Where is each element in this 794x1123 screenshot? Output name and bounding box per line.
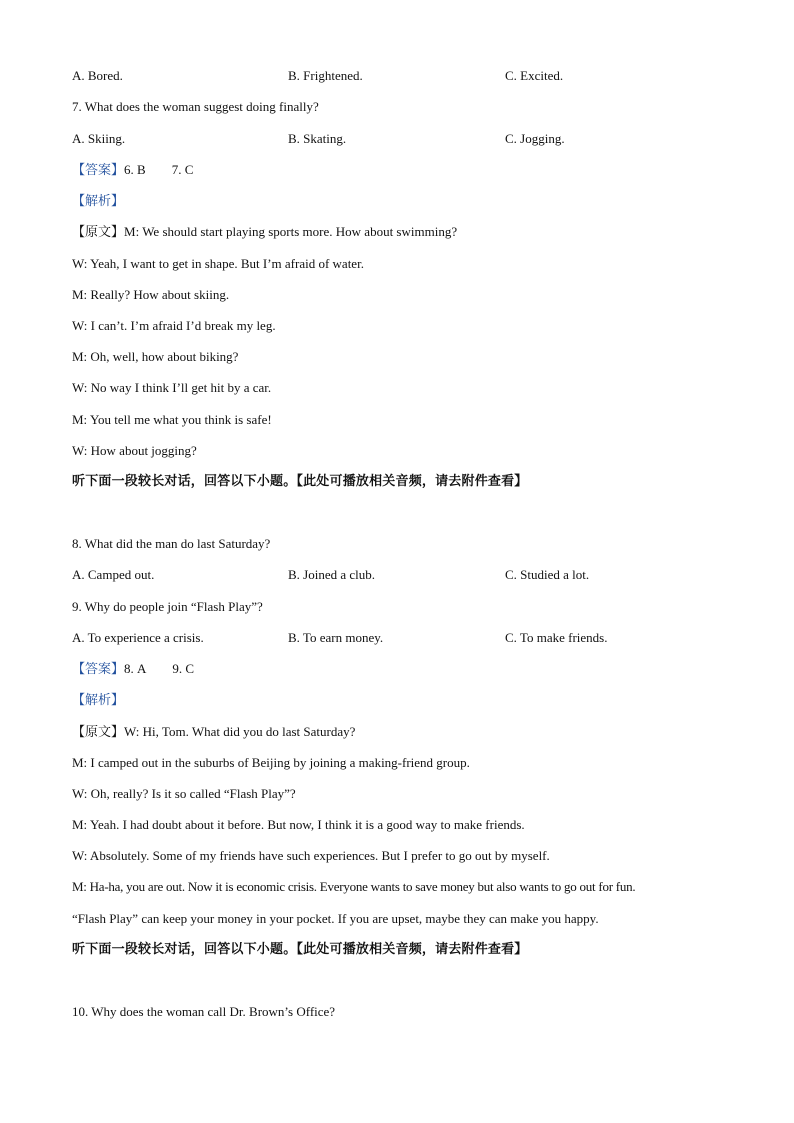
transcript-line: [72, 724, 355, 740]
transcript-line: W: Absolutely. Some of my friends have such experiences. But I prefer to go out by myself.: [72, 848, 550, 863]
transcript-line: M: Oh, well, how about biking?: [72, 349, 239, 364]
answer-7: 7. C: [171, 162, 194, 177]
transcript-text: M: We should start playing sports more. How about swimming?: [124, 224, 458, 239]
answer-8: 8. A: [124, 661, 147, 676]
q6-option-a: A. Bored.: [72, 68, 123, 83]
transcript-line: M: You tell me what you think is safe!: [72, 412, 272, 427]
answer-tag: 【答案】: [72, 661, 125, 676]
answer-6: 6. B: [124, 162, 146, 177]
q9-option-a: A. To experience a crisis.: [72, 630, 204, 645]
transcript-line: M: I camped out in the suburbs of Beijing by joining a making-friend group.: [72, 755, 470, 770]
transcript-line: M: Really? How about skiing.: [72, 287, 230, 302]
q7-option-c: C. Jogging.: [505, 131, 565, 146]
transcript-line: [72, 224, 457, 240]
transcript-tag: 【原文】: [72, 724, 125, 739]
q8-question: 8. What did the man do last Saturday?: [72, 536, 271, 551]
q9-option-c: C. To make friends.: [505, 630, 608, 645]
q10-question: 10. Why does the woman call Dr. Brown’s Office?: [72, 1004, 336, 1019]
q8-option-a: A. Camped out.: [72, 567, 155, 582]
q8-option-c: C. Studied a lot.: [505, 567, 590, 582]
transcript-line: W: Yeah, I want to get in shape. But I’m afraid of water.: [72, 256, 364, 271]
transcript-line: W: How about jogging?: [72, 443, 197, 458]
listening-instruction: 听下面一段较长对话，回答以下小题。【此处可播放相关音频，请去附件查看】: [72, 474, 528, 489]
q9-question: 9. Why do people join “Flash Play”?: [72, 599, 263, 614]
q7-question: 7. What does the woman suggest doing finally?: [72, 99, 319, 114]
answer-9: 9. C: [172, 661, 195, 676]
transcript-line: M: Yeah. I had doubt about it before. But now, I think it is a good way to make friends.: [72, 817, 525, 832]
answer-line-2: [72, 661, 194, 677]
q7-option-a: A. Skiing.: [72, 131, 126, 146]
answer-tag: 【答案】: [72, 162, 125, 177]
listening-instruction: 听下面一段较长对话，回答以下小题。【此处可播放相关音频，请去附件查看】: [72, 942, 528, 957]
analysis-tag: 【解析】: [72, 193, 125, 208]
transcript-line: W: I can’t. I’m afraid I’d break my leg.: [72, 318, 276, 333]
transcript-line: W: Oh, really? Is it so called “Flash Play”?: [72, 786, 296, 801]
transcript-line: “Flash Play” can keep your money in your pocket. If you are upset, maybe they can make you happy.: [72, 911, 599, 926]
q6-option-c: C. Excited.: [505, 68, 564, 83]
answer-line-1: [72, 162, 193, 178]
q8-option-b: B. Joined a club.: [288, 567, 376, 582]
q9-option-b: B. To earn money.: [288, 630, 384, 645]
transcript-text: W: Hi, Tom. What did you do last Saturday?: [124, 724, 356, 739]
transcript-line: W: No way I think I’ll get hit by a car.: [72, 380, 272, 395]
transcript-line: M: Ha-ha, you are out. Now it is economic crisis. Everyone wants to save money but also wants to go out for fun.: [72, 879, 636, 894]
transcript-tag: 【原文】: [72, 224, 125, 239]
q7-option-b: B. Skating.: [288, 131, 347, 146]
analysis-tag: 【解析】: [72, 692, 125, 707]
q6-option-b: B. Frightened.: [288, 68, 363, 83]
